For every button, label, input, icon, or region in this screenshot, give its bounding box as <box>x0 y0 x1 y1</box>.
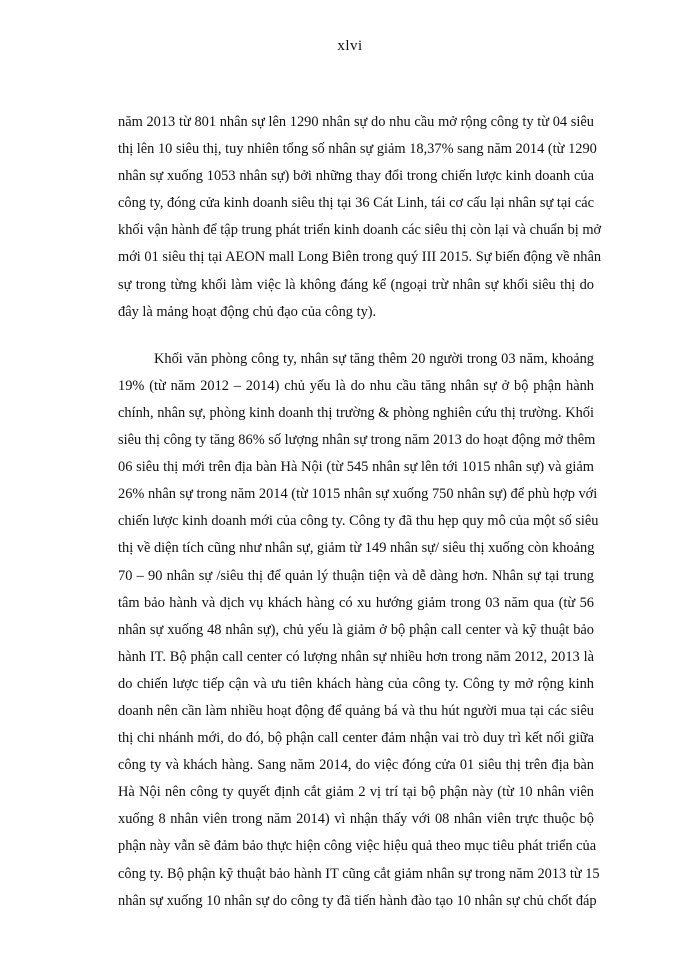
text-line: nhân sự xuống 10 nhân sự do công ty đã tiến hành đào tạo 10 nhân sự chủ chốt đáp <box>118 892 597 909</box>
body-text <box>118 109 602 915</box>
text-line: tâm bảo hành và dịch vụ khách hàng có xu hướng giảm trong 03 năm qua (từ 56 <box>118 594 594 611</box>
paragraph-2 <box>118 346 600 915</box>
text-line: 06 siêu thị mới trên địa bàn Hà Nội (từ 545 nhân sự lên tới 1015 nhân sự) và giảm <box>118 459 594 476</box>
text-line: khối vận hành để tập trung phát triển kinh doanh các siêu thị còn lại và chuẩn bị mở <box>118 222 602 239</box>
text-line: công ty, đóng cửa kinh doanh siêu thị tại 36 Cát Linh, tái cơ cấu lại nhân sự tại các <box>118 195 594 212</box>
text-line: chiến lược kinh doanh mới của công ty. Công ty đã thu hẹp quy mô của một số siêu <box>118 513 599 530</box>
text-line: hành IT. Bộ phận call center có lượng nhân sự nhiều hơn trong năm 2012, 2013 là <box>118 648 594 665</box>
text-line: thị về diện tích cũng như nhân sự, giảm từ 149 nhân sự/ siêu thị xuống còn khoảng <box>118 540 595 557</box>
text-line: phận này vẫn sẽ đảm bảo thực hiện công việc hiệu quả theo mục tiêu phát triển của <box>118 838 597 855</box>
text-line: siêu thị công ty tăng 86% số lượng nhân sự trong năm 2013 do hoạt động mở thêm <box>118 432 596 449</box>
text-line: xuống 8 nhân viên trong năm 2014) vì nhận thấy với 08 nhân viên trực thuộc bộ <box>118 811 594 828</box>
text-line: nhân sự xuống 1053 nhân sự) bởi những thay đổi trong chiến lược kinh doanh của <box>118 168 594 185</box>
text-line: đây là mảng hoạt động chủ đạo của công ty). <box>118 303 377 320</box>
text-line: doanh nên cần làm nhiều hoạt động để quảng bá và thu hút người mua tại các siêu <box>118 702 594 719</box>
text-line: thị lên 10 siêu thị, tuy nhiên tổng số nhân sự giảm 18,37% sang năm 2014 (từ 1290 <box>118 141 597 158</box>
paragraph-spacer <box>118 326 594 346</box>
text-line: 26% nhân sự trong năm 2014 (từ 1015 nhân sự xuống 750 nhân sự) để phù hợp với <box>118 486 598 503</box>
text-line: Khối văn phòng công ty, nhân sự tăng thêm 20 người trong 03 năm, khoảng <box>154 350 594 367</box>
text-line: năm 2013 từ 801 nhân sự lên 1290 nhân sự do nhu cầu mở rộng công ty từ 04 siêu <box>118 114 594 130</box>
text-line: do chiến lược tiếp cận và ưu tiên khách hàng của công ty. Công ty mở rộng kinh <box>118 675 594 692</box>
text-line: nhân sự xuống 48 nhân sự), chủ yếu là giảm ở bộ phận call center và kỹ thuật bảo <box>118 621 594 638</box>
text-line: sự trong từng khối làm việc là không đáng kể (ngoại trừ nhân sự khối siêu thị do <box>118 276 594 293</box>
text-line: 19% (từ năm 2012 – 2014) chủ yếu là do nhu cầu tăng nhân sự ở bộ phận hành <box>118 377 594 394</box>
page-number: xlvi <box>337 38 363 54</box>
text-line: công ty. Bộ phận kỹ thuật bảo hành IT cũng cắt giảm nhân sự trong năm 2013 từ 15 <box>118 865 600 882</box>
paragraph-1 <box>118 109 602 326</box>
text-line: Hà Nội nên công ty quyết định cắt giảm 2 vị trí tại bộ phận này (từ 10 nhân viên <box>118 784 594 801</box>
text-line: chính, nhân sự, phòng kinh doanh thị trường & phòng nghiên cứu thị trường. Khối <box>118 404 594 421</box>
text-line: thị chi nhánh mới, do đó, bộ phận call center đảm nhận vai trò duy trì kết nối giữa <box>118 730 594 747</box>
text-line: công ty và khách hàng. Sang năm 2014, do việc đóng cửa 01 siêu thị trên địa bàn <box>118 757 594 774</box>
text-line: 70 – 90 nhân sự /siêu thị để quản lý thuận tiện và dễ dàng hơn. Nhân sự tại trung <box>118 567 594 584</box>
text-line: mới 01 siêu thị tại AEON mall Long Biên trong quý III 2015. Sự biến động về nhân <box>118 249 602 266</box>
